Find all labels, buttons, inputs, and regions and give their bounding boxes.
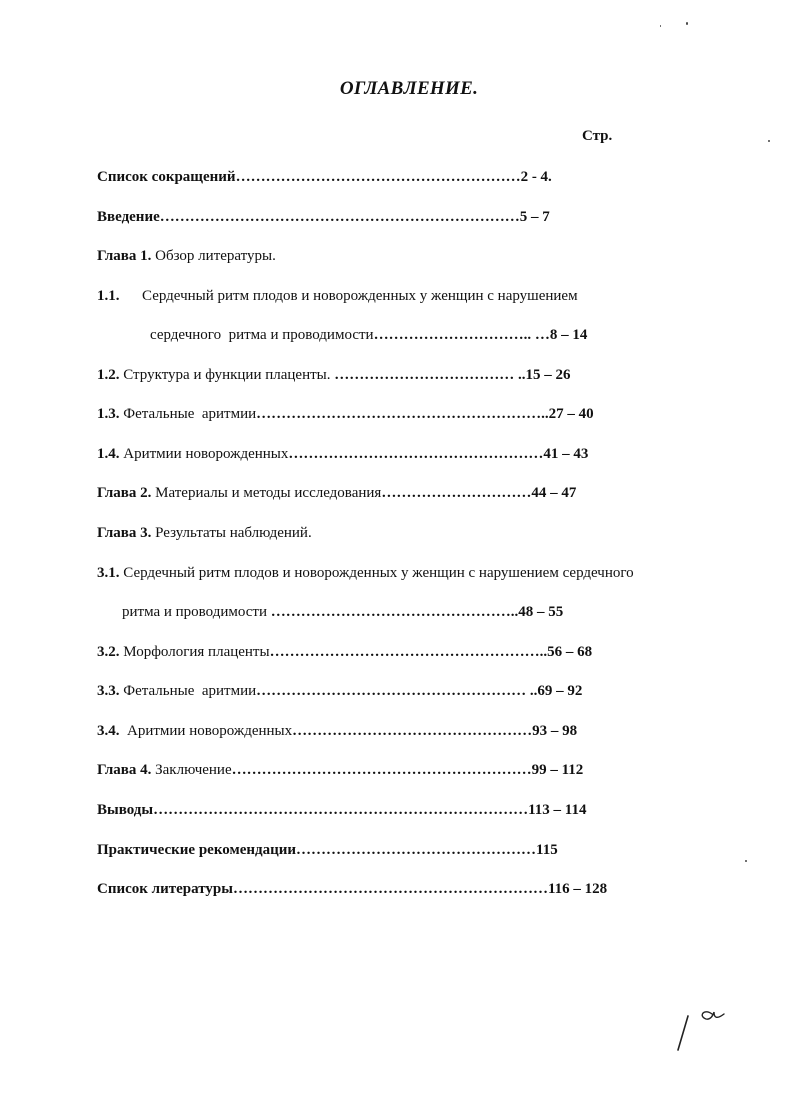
toc-entry	[97, 365, 571, 385]
toc-entry-pages: 5 – 7	[519, 209, 550, 225]
toc-entry-leader: ……………………………………………	[288, 446, 544, 462]
toc-entry	[97, 800, 586, 820]
toc-entry-label: Глава 1.	[97, 248, 152, 264]
toc-entry-leader: ……………………………………………………	[231, 762, 532, 778]
toc-entry	[97, 246, 276, 266]
toc-entry-pages: 93 – 98	[532, 723, 578, 739]
toc-entry-pages: 8 – 14	[549, 327, 588, 343]
toc-entry-text: Сердечный ритм плодов и новорожденных у женщин с нарушением	[119, 288, 578, 304]
toc-entry-pages: 41 – 43	[543, 446, 589, 462]
toc-entry-label: Список литературы	[97, 881, 233, 897]
toc-entry-leader: …………………………………………	[292, 723, 533, 739]
toc-entry	[97, 721, 577, 741]
toc-entry-label: Практические рекомендации	[97, 842, 297, 858]
toc-entry-leader: ………………………………………………………………	[159, 209, 520, 225]
toc-entry	[97, 286, 578, 306]
toc-entry-text: Материалы и методы исследования	[151, 485, 382, 501]
toc-entry	[97, 760, 583, 780]
toc-entry-leader: …………………………………………	[296, 842, 537, 858]
toc-entry-pages: 15 – 26	[525, 367, 571, 383]
handwritten-signature	[668, 1000, 738, 1060]
scan-speck	[686, 22, 688, 25]
toc-entry-text: Аритмии новорожденных	[119, 723, 293, 739]
toc-entry	[97, 642, 592, 662]
toc-entry	[97, 563, 634, 583]
toc-entry-text: Фетальные аритмии	[119, 683, 257, 699]
toc-entry-text: сердечного ритма и проводимости	[150, 327, 374, 343]
toc-entry-pages: 44 – 47	[531, 485, 577, 501]
toc-entry-leader: ………………………….. …	[373, 327, 550, 343]
toc-entry	[122, 602, 563, 622]
scan-speck	[745, 860, 747, 862]
page-column-header: Стр.	[582, 128, 613, 144]
toc-entry-label: 3.4.	[97, 723, 120, 739]
toc-entry-text: Результаты наблюдений.	[151, 525, 312, 541]
toc-entry-label: Список сокращений	[97, 169, 236, 185]
toc-entry-pages: 116 – 128	[547, 881, 608, 897]
toc-entry-label: 3.2.	[97, 644, 120, 660]
toc-entry-pages: 113 – 114	[528, 802, 587, 818]
toc-entry-text: Сердечный ритм плодов и новорожденных у женщин с нарушением сердечного	[119, 565, 634, 581]
toc-entry	[97, 207, 550, 227]
toc-entry-leader: …………………………………………..	[270, 604, 519, 620]
toc-entry-leader: ………………………………………………..	[269, 644, 548, 660]
toc-entry-leader: …………………………………………………………………	[153, 802, 529, 818]
toc-entry-label: 1.3.	[97, 406, 120, 422]
toc-entry-pages: 27 – 40	[548, 406, 594, 422]
toc-entry-leader: ……………………………… ..	[334, 367, 526, 383]
toc-entry-pages: 48 – 55	[518, 604, 564, 620]
toc-entry	[97, 879, 607, 899]
toc-entry	[97, 483, 576, 503]
toc-entry-label: 1.4.	[97, 446, 120, 462]
toc-entry	[97, 681, 582, 701]
toc-entry	[97, 840, 558, 860]
toc-entry-pages: 99 – 112	[531, 762, 584, 778]
toc-entry-leader: ……………………………………………… ..	[256, 683, 538, 699]
scan-speck	[768, 140, 770, 142]
toc-entry	[97, 167, 552, 187]
toc-entry-label: 3.3.	[97, 683, 120, 699]
toc-entry-pages: 69 – 92	[537, 683, 583, 699]
toc-entry	[97, 523, 312, 543]
toc-entry-pages: 115	[536, 842, 558, 858]
toc-entry-text: Аритмии новорожденных	[119, 446, 289, 462]
toc-entry-label: Глава 2.	[97, 485, 152, 501]
toc-entry-text: ритма и проводимости	[122, 604, 271, 620]
scan-speck	[660, 25, 661, 27]
toc-entry-leader: ………………………………………………………	[232, 881, 548, 897]
document-title: ОГЛАВЛЕНИЕ.	[339, 78, 479, 99]
toc-entry	[97, 444, 588, 464]
toc-entry-text: Обзор литературы.	[151, 248, 276, 264]
toc-entry-label: Выводы	[97, 802, 154, 818]
toc-entry-leader: …………………………………………………	[235, 169, 521, 185]
toc-entry-label: Глава 4.	[97, 762, 152, 778]
toc-entry-label: 1.1.	[97, 288, 120, 304]
toc-entry	[150, 325, 587, 345]
toc-entry-text: Заключение	[151, 762, 232, 778]
toc-entry-leader: …………………………………………………..	[256, 406, 549, 422]
toc-entry-label: Введение	[97, 209, 160, 225]
toc-entry-pages: 56 – 68	[547, 644, 593, 660]
toc-entry-label: Глава 3.	[97, 525, 152, 541]
toc-entry	[97, 404, 594, 424]
toc-entry-label: 3.1.	[97, 565, 120, 581]
toc-entry-text: Морфология плаценты	[119, 644, 270, 660]
toc-entry-text: Структура и функции плаценты.	[119, 367, 335, 383]
toc-entry-pages: 2 - 4.	[520, 169, 552, 185]
toc-entry-label: 1.2.	[97, 367, 120, 383]
toc-entry-text: Фетальные аритмии	[119, 406, 257, 422]
toc-entry-leader: …………………………	[381, 485, 532, 501]
